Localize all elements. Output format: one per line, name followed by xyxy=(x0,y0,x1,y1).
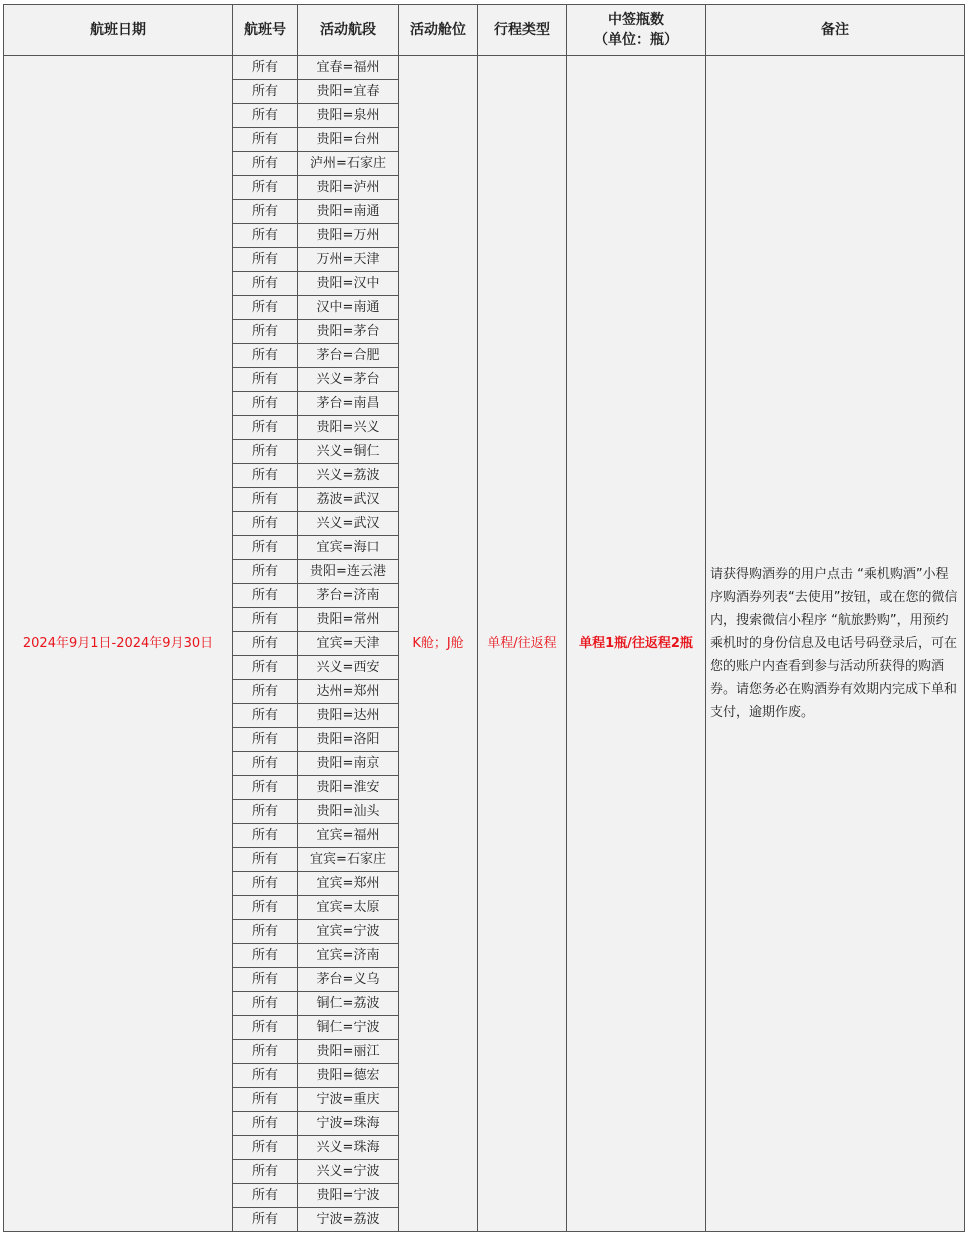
flight-number-cell: 所有 xyxy=(233,728,298,752)
flight-number-cell: 所有 xyxy=(233,344,298,368)
flight-number-cell: 所有 xyxy=(233,488,298,512)
route-cell: 泸州=石家庄 xyxy=(298,152,399,176)
route-cell: 铜仁=宁波 xyxy=(298,1016,399,1040)
route-cell: 宁波=荔波 xyxy=(298,1208,399,1232)
route-cell: 宜宾=海口 xyxy=(298,536,399,560)
flight-number-cell: 所有 xyxy=(233,296,298,320)
route-cell: 宜宾=济南 xyxy=(298,944,399,968)
header-cabin: 活动舱位 xyxy=(399,5,478,56)
flight-number-cell: 所有 xyxy=(233,224,298,248)
header-bottles-title: 中签瓶数 xyxy=(608,12,664,28)
flight-number-cell: 所有 xyxy=(233,848,298,872)
flight-number-cell: 所有 xyxy=(233,56,298,80)
flight-number-cell: 所有 xyxy=(233,776,298,800)
flight-number-cell: 所有 xyxy=(233,920,298,944)
header-trip-type: 行程类型 xyxy=(478,5,567,56)
flight-number-cell: 所有 xyxy=(233,152,298,176)
flight-number-cell: 所有 xyxy=(233,1136,298,1160)
flight-number-cell: 所有 xyxy=(233,512,298,536)
route-cell: 兴义=荔波 xyxy=(298,464,399,488)
header-note: 备注 xyxy=(706,5,965,56)
route-cell: 贵阳=万州 xyxy=(298,224,399,248)
cabin-cell: K舱；J舱 xyxy=(399,56,478,1232)
route-cell: 铜仁=荔波 xyxy=(298,992,399,1016)
route-cell: 兴义=宁波 xyxy=(298,1160,399,1184)
flight-date-cell: 2024年9月1日-2024年9月30日 xyxy=(4,56,233,1232)
route-cell: 兴义=铜仁 xyxy=(298,440,399,464)
flight-number-cell: 所有 xyxy=(233,752,298,776)
flight-number-cell: 所有 xyxy=(233,320,298,344)
route-cell: 贵阳=南京 xyxy=(298,752,399,776)
flight-number-cell: 所有 xyxy=(233,176,298,200)
header-row xyxy=(4,5,965,56)
flight-number-cell: 所有 xyxy=(233,1112,298,1136)
route-cell: 贵阳=泉州 xyxy=(298,104,399,128)
route-cell: 茅台=合肥 xyxy=(298,344,399,368)
header-bottles xyxy=(567,5,706,56)
route-cell: 贵阳=达州 xyxy=(298,704,399,728)
table-body xyxy=(4,56,965,1232)
route-cell: 宁波=重庆 xyxy=(298,1088,399,1112)
header-flight-number: 航班号 xyxy=(233,5,298,56)
flight-number-cell: 所有 xyxy=(233,80,298,104)
route-cell: 宜宾=天津 xyxy=(298,632,399,656)
route-cell: 宜宾=石家庄 xyxy=(298,848,399,872)
flight-number-cell: 所有 xyxy=(233,1208,298,1232)
flight-number-cell: 所有 xyxy=(233,632,298,656)
route-cell: 贵阳=宁波 xyxy=(298,1184,399,1208)
flight-number-cell: 所有 xyxy=(233,704,298,728)
route-cell: 贵阳=茅台 xyxy=(298,320,399,344)
flight-number-cell: 所有 xyxy=(233,464,298,488)
flight-number-cell: 所有 xyxy=(233,608,298,632)
route-cell: 兴义=茅台 xyxy=(298,368,399,392)
flight-number-cell: 所有 xyxy=(233,800,298,824)
route-cell: 贵阳=台州 xyxy=(298,128,399,152)
route-cell: 达州=郑州 xyxy=(298,680,399,704)
flight-number-cell: 所有 xyxy=(233,1184,298,1208)
route-cell: 茅台=义乌 xyxy=(298,968,399,992)
flight-number-cell: 所有 xyxy=(233,680,298,704)
flight-number-cell: 所有 xyxy=(233,1064,298,1088)
note-cell: 请获得购酒券的用户点击 “乘机购酒”小程序购酒券列表“去使用”按钮，或在您的微信内，搜索微信小程序 “航旅黔购”，用预约乘机时的身份信息及电话号码登录后，可在您的账户内查看到参与活动所获得的购酒券。请您务必在购酒券有效期内完成下单和支付，逾期作废。 xyxy=(706,56,965,1232)
route-cell: 宜春=福州 xyxy=(298,56,399,80)
promo-route-table xyxy=(3,4,965,1232)
table-row xyxy=(4,56,965,80)
flight-number-cell: 所有 xyxy=(233,200,298,224)
route-cell: 茅台=济南 xyxy=(298,584,399,608)
flight-number-cell: 所有 xyxy=(233,872,298,896)
route-cell: 宜宾=福州 xyxy=(298,824,399,848)
route-cell: 宜宾=太原 xyxy=(298,896,399,920)
flight-number-cell: 所有 xyxy=(233,1040,298,1064)
flight-number-cell: 所有 xyxy=(233,1088,298,1112)
route-cell: 贵阳=汉中 xyxy=(298,272,399,296)
route-cell: 荔波=武汉 xyxy=(298,488,399,512)
flight-number-cell: 所有 xyxy=(233,128,298,152)
flight-number-cell: 所有 xyxy=(233,248,298,272)
route-cell: 贵阳=兴义 xyxy=(298,416,399,440)
header-bottles-unit: （单位：瓶） xyxy=(594,32,678,48)
route-cell: 贵阳=宜春 xyxy=(298,80,399,104)
route-cell: 万州=天津 xyxy=(298,248,399,272)
header-route: 活动航段 xyxy=(298,5,399,56)
flight-number-cell: 所有 xyxy=(233,560,298,584)
flight-number-cell: 所有 xyxy=(233,656,298,680)
flight-number-cell: 所有 xyxy=(233,584,298,608)
flight-number-cell: 所有 xyxy=(233,968,298,992)
flight-number-cell: 所有 xyxy=(233,104,298,128)
route-cell: 兴义=珠海 xyxy=(298,1136,399,1160)
flight-number-cell: 所有 xyxy=(233,440,298,464)
route-cell: 汉中=南通 xyxy=(298,296,399,320)
header-flight-date: 航班日期 xyxy=(4,5,233,56)
route-cell: 贵阳=淮安 xyxy=(298,776,399,800)
route-cell: 宁波=珠海 xyxy=(298,1112,399,1136)
route-cell: 贵阳=洛阳 xyxy=(298,728,399,752)
table-wrapper xyxy=(3,4,965,1232)
route-cell: 宜宾=宁波 xyxy=(298,920,399,944)
route-cell: 贵阳=常州 xyxy=(298,608,399,632)
route-cell: 茅台=南昌 xyxy=(298,392,399,416)
flight-number-cell: 所有 xyxy=(233,368,298,392)
trip-type-cell: 单程/往返程 xyxy=(478,56,567,1232)
route-cell: 贵阳=连云港 xyxy=(298,560,399,584)
flight-number-cell: 所有 xyxy=(233,416,298,440)
flight-number-cell: 所有 xyxy=(233,392,298,416)
flight-number-cell: 所有 xyxy=(233,536,298,560)
route-cell: 贵阳=德宏 xyxy=(298,1064,399,1088)
route-cell: 贵阳=汕头 xyxy=(298,800,399,824)
route-cell: 贵阳=南通 xyxy=(298,200,399,224)
flight-number-cell: 所有 xyxy=(233,272,298,296)
route-cell: 贵阳=泸州 xyxy=(298,176,399,200)
flight-number-cell: 所有 xyxy=(233,1160,298,1184)
route-cell: 兴义=西安 xyxy=(298,656,399,680)
flight-number-cell: 所有 xyxy=(233,896,298,920)
flight-number-cell: 所有 xyxy=(233,1016,298,1040)
route-cell: 贵阳=丽江 xyxy=(298,1040,399,1064)
flight-number-cell: 所有 xyxy=(233,944,298,968)
flight-number-cell: 所有 xyxy=(233,992,298,1016)
route-cell: 兴义=武汉 xyxy=(298,512,399,536)
route-cell: 宜宾=郑州 xyxy=(298,872,399,896)
bottles-cell: 单程1瓶/往返程2瓶 xyxy=(567,56,706,1232)
flight-number-cell: 所有 xyxy=(233,824,298,848)
